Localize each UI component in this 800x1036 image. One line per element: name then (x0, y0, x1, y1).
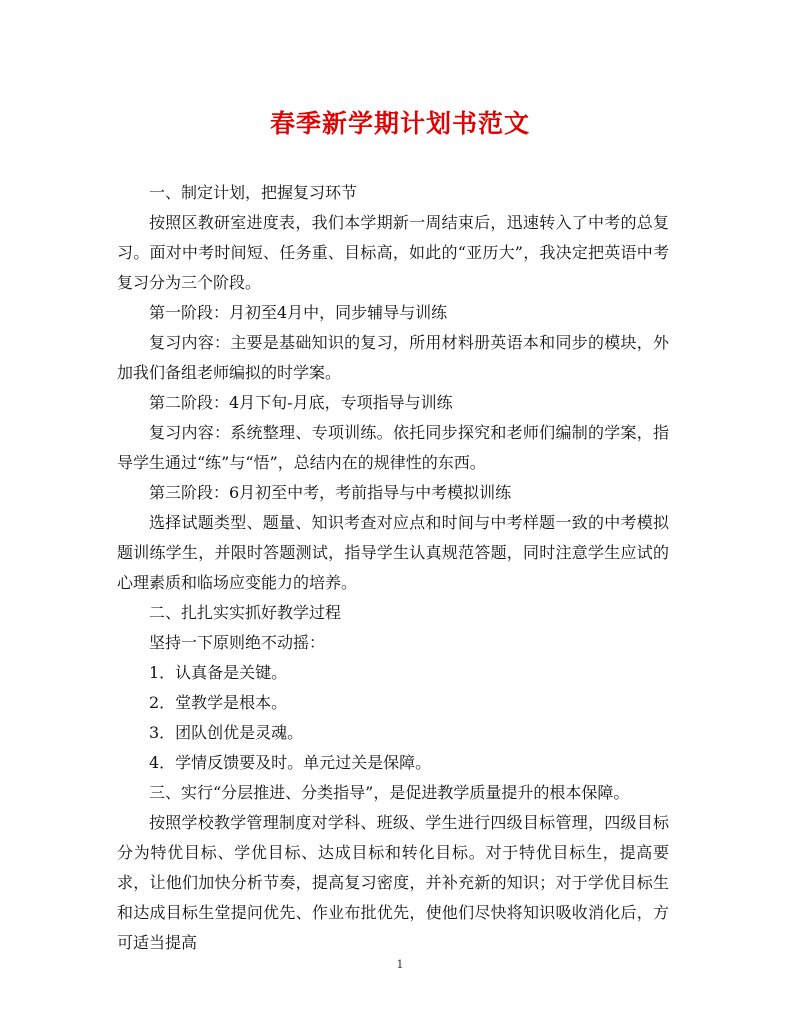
list-item: 2．堂教学是根本。 (149, 693, 288, 712)
paragraph: 选择试题类型、题量、知识考查对应点和时间与中考样题一致的中考模拟题训练学生，并限时答题测试，指导学生认真规范答题，同时注意学生应试的心理素质和临场应变能力的培养。 (117, 513, 669, 592)
list-item: 1．认真备是关键。 (149, 663, 288, 682)
paragraph: 坚持一下原则绝不动摇： (149, 633, 326, 652)
paragraph: 按照学校教学管理制度对学科、班级、学生进行四级目标管理，四级目标分为特优目标、学优目标、达成目标和转化目标。对于特优目标生，提高要求，让他们加快分析节奏，提高复习密度，并补充新的知识；对于学优目标生和达成目标生堂提问优先、作业布批优先，使他们尽快将知识吸收消化后，方可适当提高 (117, 813, 669, 952)
phase-heading-3: 第三阶段：6月初至中考，考前指导与中考模拟训练 (149, 483, 512, 502)
paragraph: 复习内容：主要是基础知识的复习，所用材料册英语本和同步的模块，外加我们备组老师编拟的时学案。 (117, 333, 669, 382)
section-heading-1: 一、制定计划，把握复习环节 (149, 183, 358, 202)
section-heading-3: 三、实行“分层推进、分类指导”，是促进教学质量提升的根本保障。 (149, 783, 630, 802)
document-title: 春季新学期计划书范文 (269, 109, 530, 138)
paragraph: 复习内容：系统整理、专项训练。依托同步探究和老师们编制的学案，指导学生通过“练”与“悟”，总结内在的规律性的东西。 (117, 423, 669, 472)
list-item: 4．学情反馈要及时。单元过关是保障。 (149, 753, 432, 772)
phase-heading-2: 第二阶段：4月下旬-月底，专项指导与训练 (149, 393, 453, 412)
list-item: 3．团队创优是灵魂。 (149, 723, 304, 742)
page-number: 1 (396, 958, 404, 971)
document-body (117, 178, 669, 958)
section-heading-2: 二、扎扎实实抓好教学过程 (149, 603, 342, 622)
paragraph: 按照区教研室进度表，我们本学期新一周结束后，迅速转入了中考的总复习。面对中考时间短、任务重、目标高，如此的“亚历大”，我决定把英语中考复习分为三个阶段。 (117, 213, 669, 292)
phase-heading-1: 第一阶段：月初至4月中，同步辅导与训练 (149, 303, 448, 322)
